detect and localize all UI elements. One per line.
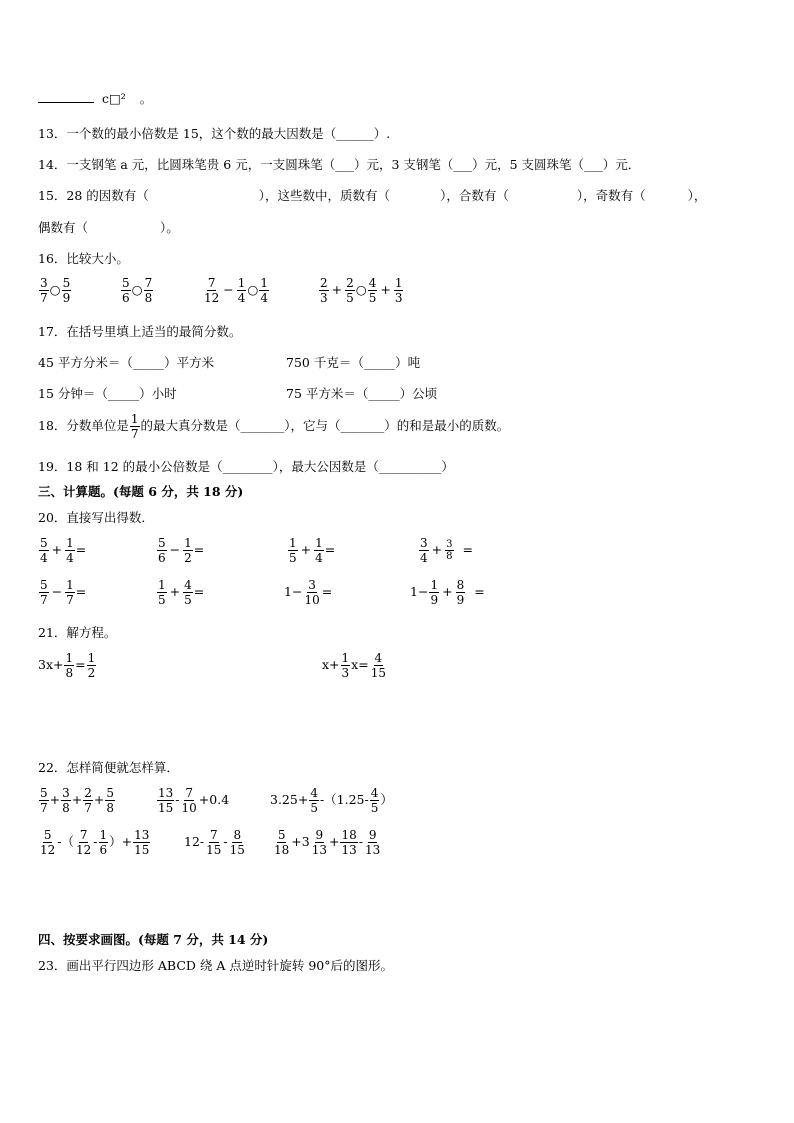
question-13: 13．一个数的最小倍数是 15，这个数的最大因数是（______）. bbox=[38, 126, 391, 141]
calc-22-6: $\frac{5}{18}$ +3 $\frac{9}{13}$ + $\frac{18}{13}$ - $\frac{9}{13}$ bbox=[274, 828, 381, 857]
compare-1: $\frac{3}{7}$ ○ $\frac{5}{9}$ bbox=[40, 276, 71, 305]
question-18: 18．分数单位是 $\frac{1}{7}$ 的最大真分数是（_______），它与（_______）的和是最小的质数。 bbox=[38, 412, 510, 441]
calc-20-8: 1− $\frac{1}{9}$ + $\frac{8}{9}$ = bbox=[410, 578, 485, 607]
question-20-title: 20．直接写出得数． bbox=[38, 510, 154, 525]
calc-20-2: $\frac{5}{6}$ − $\frac{1}{2}$ = bbox=[158, 536, 205, 565]
calc-20-4: $\frac{3}{4}$ + $\frac{3}{8}$ = bbox=[420, 536, 473, 565]
q15-part: ）， bbox=[687, 188, 707, 203]
compare-4: $\frac{2}{3}$ + $\frac{2}{5}$ ○ $\frac{4}{5}$ + $\frac{1}{3}$ bbox=[320, 276, 403, 305]
question-17-title: 17．在括号里填上适当的最简分数。 bbox=[38, 324, 242, 339]
top-line bbox=[38, 93, 152, 106]
section-4-heading: 四、按要求画图。(每题 7 分，共 14 分) bbox=[38, 932, 269, 947]
q17-d: 75 平方米＝（_____）公顷 bbox=[286, 386, 438, 401]
compare-circle: ○ bbox=[49, 282, 61, 298]
question-22-title: 22．怎样简便就怎样算． bbox=[38, 760, 179, 775]
calc-20-3: $\frac{1}{5}$ + $\frac{1}{4}$ = bbox=[289, 536, 336, 565]
calc-20-1: $\frac{5}{4}$ + $\frac{1}{4}$ = bbox=[40, 536, 87, 565]
calc-20-6: $\frac{1}{5}$ + $\frac{4}{5}$ = bbox=[158, 578, 205, 607]
compare-2: $\frac{5}{6}$ ○ $\frac{7}{8}$ bbox=[122, 276, 153, 305]
compare-3: $\frac{7}{12}$ − $\frac{1}{4}$ ○ $\frac{1}{4}$ bbox=[204, 276, 268, 305]
q15-part: ），奇数有（ bbox=[576, 188, 646, 203]
calc-22-2: $\frac{13}{15}$ - $\frac{7}{10}$ +0.4 bbox=[158, 786, 230, 815]
q17-c: 15 分钟＝（_____）小时 bbox=[38, 386, 177, 401]
equation-2: x+ $\frac{1}{3}$ x= $\frac{4}{15}$ bbox=[322, 651, 386, 680]
q15-part: ），这些数中，质数有（ bbox=[258, 188, 391, 203]
q15-part: 15．28 的因数有（ bbox=[38, 188, 149, 203]
q17-b: 750 千克＝（_____）吨 bbox=[286, 355, 421, 370]
question-23: 23．画出平行四边形 ABCD 绕 A 点逆时针旋转 90°后的图形。 bbox=[38, 958, 393, 973]
question-19: 19．18 和 12 的最小公倍数是（________），最大公因数是（__________） bbox=[38, 459, 454, 474]
question-15-line2 bbox=[38, 222, 179, 235]
period: 。 bbox=[139, 91, 153, 106]
compare-circle: ○ bbox=[131, 282, 143, 298]
section-3-heading: 三、计算题。(每题 6 分，共 18 分) bbox=[38, 484, 244, 499]
q15-part: 偶数有（ bbox=[38, 220, 89, 235]
q15-part: ），合数有（ bbox=[440, 188, 509, 203]
calc-22-4: $\frac{5}{12}$ -（ $\frac{7}{12}$ - $\frac{1}{6}$ ）+ $\frac{13}{15}$ bbox=[40, 828, 150, 857]
q15-part: ）。 bbox=[160, 220, 179, 235]
calc-20-5: $\frac{5}{7}$ − $\frac{1}{7}$ = bbox=[40, 578, 87, 607]
equation-1: 3x+ $\frac{1}{8}$ = $\frac{1}{2}$ bbox=[38, 651, 96, 680]
question-14: 14．一支钢笔 a 元，比圆珠笔贵 6 元，一支圆珠笔（___）元，3 支钢笔（___）元，5 支圆珠笔（___）元． bbox=[38, 157, 641, 172]
unit-text: c□² bbox=[101, 91, 126, 106]
question-21-title: 21．解方程。 bbox=[38, 625, 117, 640]
calc-22-1: $\frac{5}{7}$ + $\frac{3}{8}$ + $\frac{2}{7}$ + $\frac{5}{8}$ bbox=[40, 786, 115, 815]
calc-20-7: 1− $\frac{3}{10}$ = bbox=[284, 578, 333, 607]
compare-circle: ○ bbox=[247, 282, 259, 298]
question-15-line1 bbox=[38, 190, 706, 203]
compare-circle: ○ bbox=[355, 282, 367, 298]
question-16-title: 16．比较大小。 bbox=[38, 251, 129, 266]
calc-22-5: 12- $\frac{7}{15}$ - $\frac{8}{15}$ bbox=[184, 828, 245, 857]
q17-a: 45 平方分米＝（_____）平方米 bbox=[38, 355, 215, 370]
answer-blank bbox=[38, 102, 94, 103]
calc-22-3: 3.25+ $\frac{4}{5}$ -（1.25- $\frac{4}{5}$ ） bbox=[270, 786, 393, 815]
